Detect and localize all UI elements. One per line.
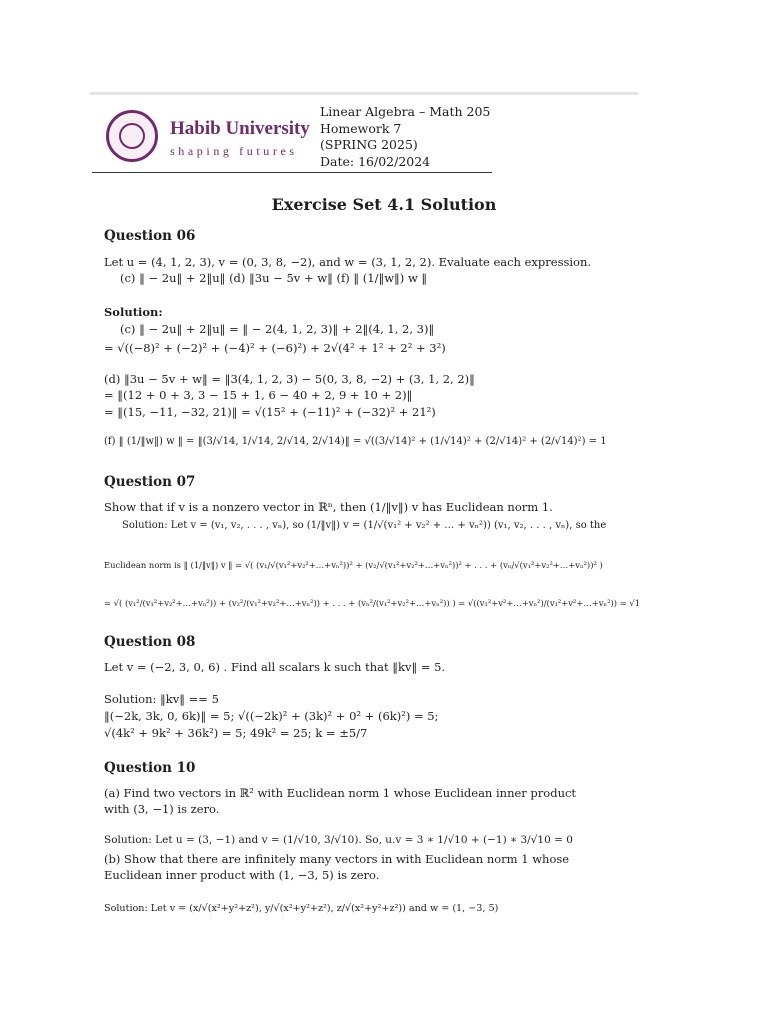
q07-solution-line-3: = √( (v₁²/(v₁²+v₂²+…+vₙ²)) + (v₂²/(v₁²+v₂²+…+vₙ²)) + . . . + (vₙ²/(v₁²+v₂²+…+vₙ²)) ) = √((v₁²+v²+…+vₙ²)/(v₁²+v²+…+vₙ²)) = √1 [104, 598, 641, 608]
q08-solution-line-3: √(4k² + 9k² + 36k²) = 5; 49k² = 25; k = ±5/7 [104, 726, 368, 740]
q06-c-line-1: (c) ‖ − 2u‖ + 2‖u‖ = ‖ − 2(4, 1, 2, 3)‖ + 2‖(4, 1, 2, 3)‖ [120, 322, 435, 336]
page-title: Exercise Set 4.1 Solution [271, 195, 497, 214]
q06-d-line-1: (d) ‖3u − 5v + w‖ = ‖3(4, 1, 2, 3) − 5(0, 3, 8, −2) + (3, 1, 2, 2)‖ [104, 372, 475, 386]
q10-part-b-line-1: (b) Show that there are infinitely many vectors in with Euclidean norm 1 whose [104, 852, 570, 866]
university-seal-icon [106, 110, 158, 162]
q06-d-line-3: = ‖(15, −11, −32, 21)‖ = √(15² + (−11)² + (−32)² + 21²) [104, 405, 436, 419]
q06-d-line-2: = ‖(12 + 0 + 3, 3 − 15 + 1, 6 − 40 + 2, 9 + 10 + 2)‖ [104, 388, 413, 402]
q10-solution-a: Solution: Let u = (3, −1) and v = (1/√10, 3/√10). So, u.v = 3 ∗ 1/√10 + (−1) ∗ 3/√10 = 0 [104, 834, 573, 846]
page-top-rule [90, 92, 638, 95]
question-06-solution-label: Solution: [104, 305, 163, 319]
q10-part-b-line-2: Euclidean inner product with (1, −3, 5) is zero. [104, 868, 380, 882]
question-06-prompt: Let u = (4, 1, 2, 3), v = (0, 3, 8, −2), and w = (3, 1, 2, 2). Evaluate each expression. [104, 255, 592, 269]
term: (SPRING 2025) [320, 137, 418, 152]
university-tagline: shaping futures [170, 144, 298, 158]
course-info [320, 104, 490, 170]
q08-solution-line-1: Solution: ‖kv‖ == 5 [104, 692, 219, 706]
q07-solution-line-2: Euclidean norm is ‖ (1/‖v‖) v ‖ = √( (v₁/√(v₁²+v₂²+…+vₙ²))² + (v₂/√(v₁²+v₂²+…+vₙ²))² + . . . + (vₙ/√(v₁²+v₂²+…+vₙ²))² ) [104, 560, 603, 570]
q06-f-line-1: (f) ‖ (1/‖w‖) w ‖ = ‖(3/√14, 1/√14, 2/√14, 2/√14)‖ = √((3/√14)² + (1/√14)² + (2/√14)² + (2/√14)²) = 1 [104, 436, 607, 447]
course-title: Linear Algebra – Math 205 [320, 104, 491, 119]
university-name: Habib University [170, 118, 310, 139]
q10-part-a-line-2: with (3, −1) is zero. [104, 802, 220, 816]
question-10-heading: Question 10 [104, 760, 196, 776]
document-header [92, 100, 492, 173]
question-08-prompt: Let v = (−2, 3, 0, 6) . Find all scalars k such that ‖kv‖ = 5. [104, 660, 446, 674]
question-07-heading: Question 07 [104, 474, 196, 490]
homework-number: Homework 7 [320, 120, 402, 136]
q10-part-a-line-1: (a) Find two vectors in ℝ² with Euclidean norm 1 whose Euclidean inner product [104, 786, 577, 800]
question-07-prompt: Show that if v is a nonzero vector in ℝⁿ, then (1/‖v‖) v has Euclidean norm 1. [104, 500, 553, 514]
question-06-parts: (c) ‖ − 2u‖ + 2‖u‖ (d) ‖3u − 5v + w‖ (f) ‖ (1/‖w‖) w ‖ [120, 271, 428, 285]
q08-solution-line-2: ‖(−2k, 3k, 0, 6k)‖ = 5; √((−2k)² + (3k)² + 0² + (6k)²) = 5; [104, 709, 439, 723]
q06-c-line-2: = √((−8)² + (−2)² + (−4)² + (−6)²) + 2√(4² + 1² + 2² + 3²) [104, 341, 446, 355]
q10-solution-b: Solution: Let v = (x/√(x²+y²+z²), y/√(x²+y²+z²), z/√(x²+y²+z²)) and w = (1, −3, 5) [104, 903, 499, 914]
question-08-heading: Question 08 [104, 634, 196, 650]
date: Date: 16/02/2024 [320, 153, 431, 169]
q07-solution-line-1: Solution: Let v = (v₁, v₂, . . . , vₙ), so (1/‖v‖) v = (1/√(v₁² + v₂² + … + vₙ²)) (v₁, v₂, . . . , vₙ), so the [122, 520, 607, 531]
question-06-heading: Question 06 [104, 228, 196, 244]
